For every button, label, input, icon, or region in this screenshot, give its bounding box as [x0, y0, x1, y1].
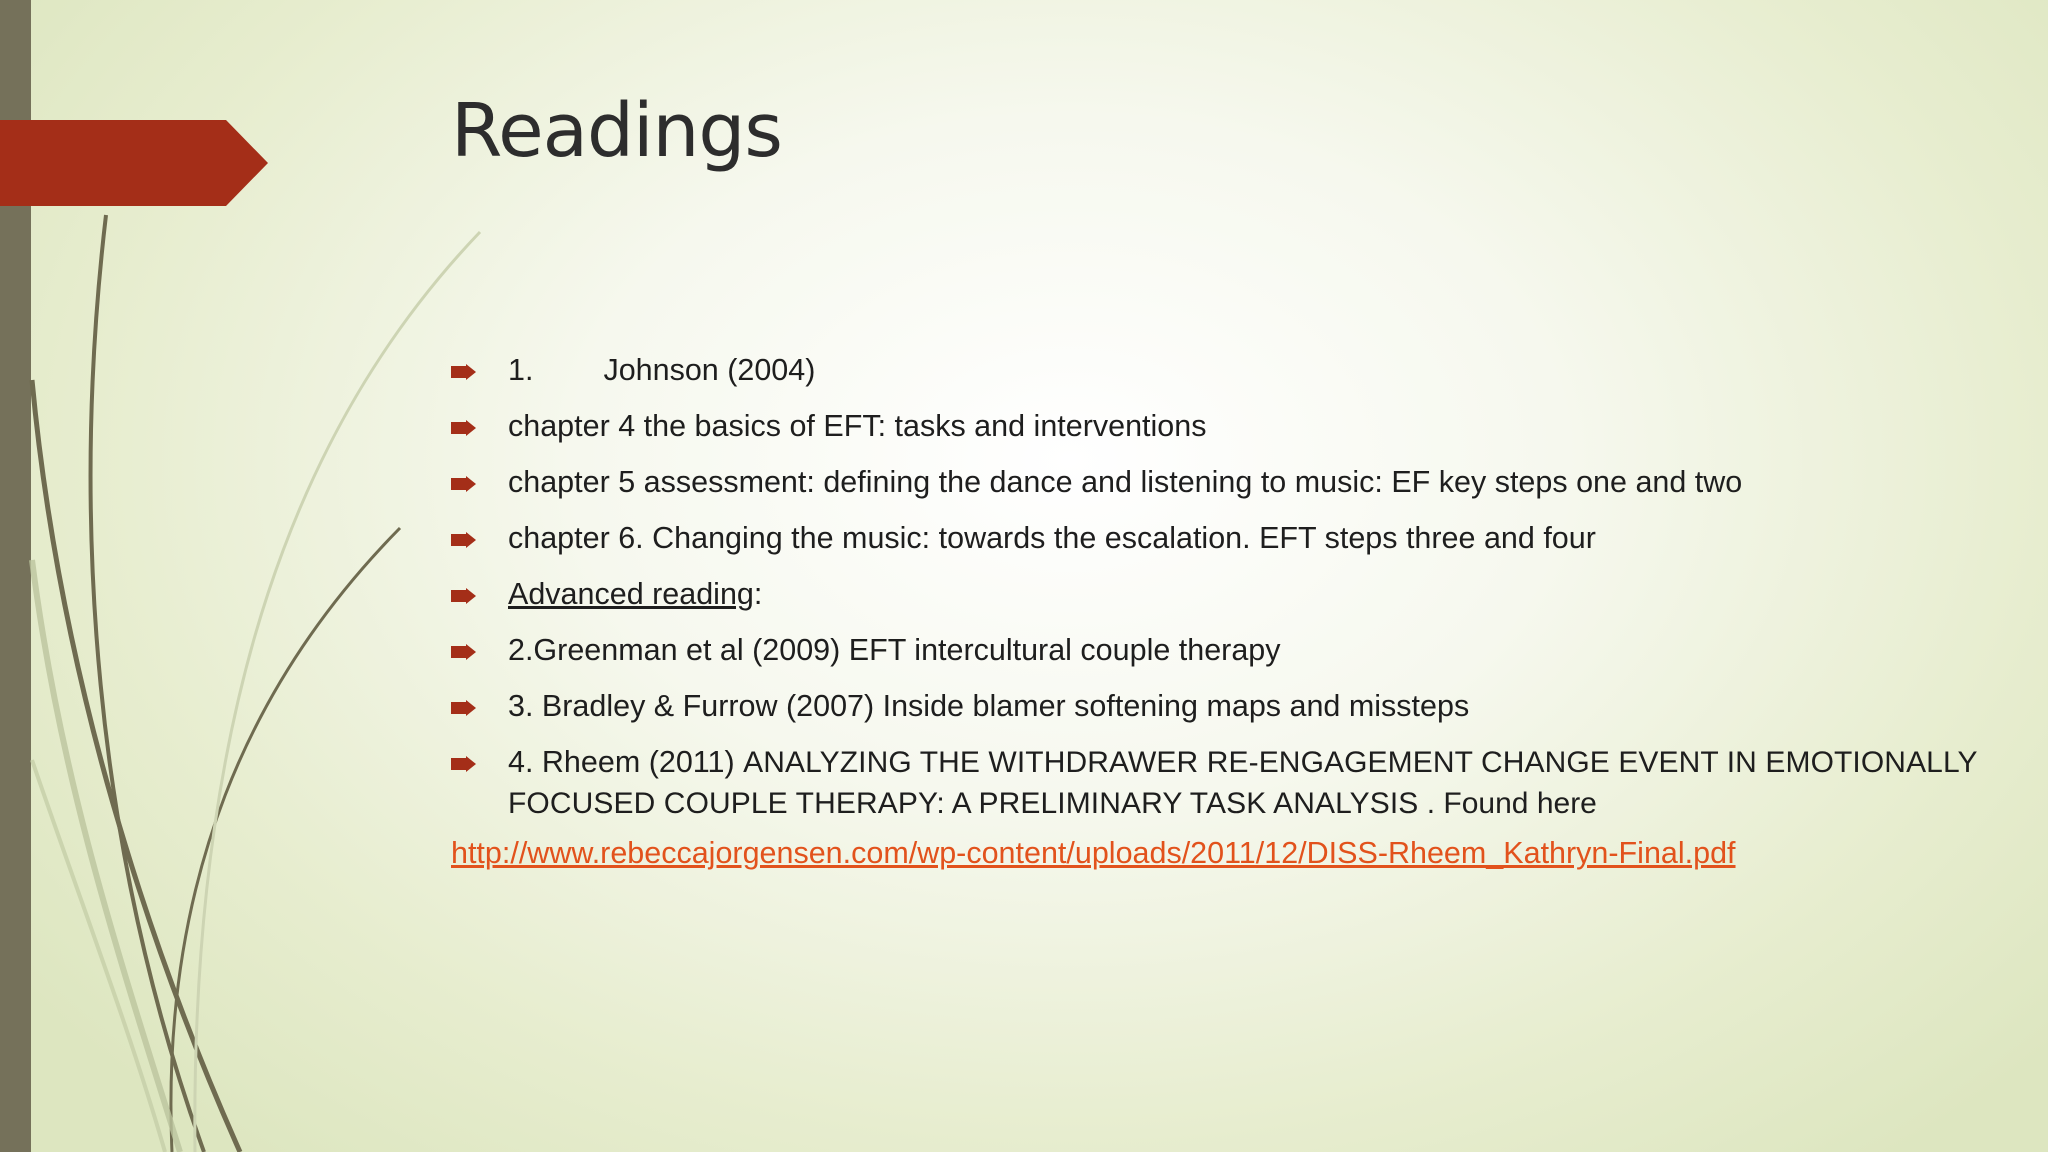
dissertation-link[interactable]: http://www.rebeccajorgensen.com/wp-content/uploads/2011/12/DISS-Rheem_Kathryn-Final.pdf — [451, 836, 1736, 870]
item-prefix: 4. Rheem (2011) — [508, 745, 744, 779]
item-text: 3. Bradley & Furrow (2007) Inside blamer softening maps and missteps — [508, 689, 1470, 723]
item-number: 1. — [508, 353, 534, 387]
arrow-bullet-icon — [451, 700, 477, 716]
item-caps-title: ANALYZING THE WITHDRAWER RE-ENGAGEMENT CHANGE EVENT IN EMOTIONALLY FOCUSED COUPLE THERAPY: A PRELIMINARY TASK ANALYSIS — [508, 746, 1978, 820]
list-item — [451, 686, 2011, 726]
arrow-bullet-icon — [451, 588, 477, 604]
item-suffix: . Found here — [1418, 787, 1597, 820]
arrow-bullet-icon — [451, 532, 477, 548]
readings-list — [451, 350, 2011, 840]
list-item — [451, 742, 2011, 824]
list-item — [451, 406, 2011, 446]
list-item — [451, 574, 2011, 614]
arrow-bullet-icon — [451, 756, 477, 772]
arrow-bullet-icon — [451, 644, 477, 660]
arrow-tab-decoration — [0, 120, 268, 206]
item-text: chapter 5 assessment: defining the dance and listening to music: EF key steps one and two — [508, 465, 1743, 499]
item-suffix: : — [753, 577, 763, 611]
item-text: chapter 4 the basics of EFT: tasks and interventions — [508, 409, 1207, 443]
arrow-bullet-icon — [451, 476, 477, 492]
item-text: 2.Greenman et al (2009) EFT intercultural couple therapy — [508, 633, 1281, 667]
item-text: chapter 6. Changing the music: towards the escalation. EFT steps three and four — [508, 521, 1596, 555]
arrow-bullet-icon — [451, 364, 477, 380]
advanced-reading-heading: Advanced reading — [508, 577, 754, 611]
list-item — [451, 518, 2011, 558]
arrow-bullet-icon — [451, 420, 477, 436]
list-item — [451, 462, 2011, 502]
list-item — [451, 350, 2011, 390]
list-item — [451, 630, 2011, 670]
slide-title: Readings — [451, 88, 782, 174]
item-text: Johnson (2004) — [603, 353, 816, 387]
